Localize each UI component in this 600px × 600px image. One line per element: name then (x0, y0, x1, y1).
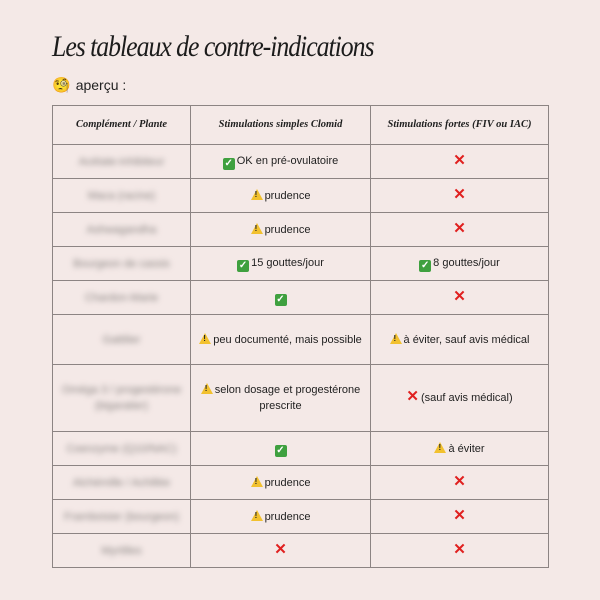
supplement-name-cell (53, 213, 191, 247)
cross-mark-icon: ✕ (453, 219, 466, 237)
table-row (53, 466, 549, 500)
supplement-name: Chardon-Marie (84, 291, 159, 304)
cross-mark-icon: ✕ (453, 151, 466, 169)
cell-text: à éviter, sauf avis médical (403, 333, 530, 346)
cross-mark-icon: ✕ (453, 540, 466, 558)
subtitle-text: aperçu : (75, 77, 127, 93)
supplement-name-cell (53, 432, 191, 466)
supplement-name-cell (53, 315, 191, 365)
strong-stimulation-cell (371, 315, 549, 365)
supplement-name: Maca (racine) (87, 189, 156, 202)
supplement-name: Acétate-inhibiteur (78, 155, 165, 168)
contraindications-table (52, 105, 549, 568)
cell-text: prudence (264, 189, 311, 202)
simple-stimulation-cell (191, 179, 371, 213)
cross-mark-icon: ✕ (453, 185, 466, 203)
strong-stimulation-cell (371, 281, 549, 315)
supplement-name: Gattilier (102, 333, 141, 346)
page-title: Les tableaux de contre-indications (52, 30, 374, 63)
warning-icon (251, 476, 263, 487)
strong-stimulation-cell (371, 466, 549, 500)
check-mark-icon: ✓ (224, 158, 233, 169)
warning-icon (434, 442, 446, 453)
cell-text: prudence (264, 476, 311, 489)
strong-stimulation-cell (371, 534, 549, 568)
supplement-name: Ashwagandha (86, 223, 157, 236)
cell-text: 8 gouttes/jour (433, 257, 500, 269)
strong-stimulation-cell (371, 247, 549, 281)
supplement-name-cell (53, 247, 191, 281)
strong-stimulation-cell (371, 213, 549, 247)
warning-icon (251, 510, 263, 521)
strong-stimulation-cell (371, 365, 549, 432)
supplement-name-cell (53, 500, 191, 534)
table-row (53, 500, 549, 534)
warning-icon (199, 333, 211, 344)
cell-text: OK en pré-ovulatoire (236, 155, 339, 167)
strong-stimulation-cell (371, 432, 549, 466)
simple-stimulation-cell (191, 432, 371, 466)
warning-icon (201, 383, 213, 394)
subtitle (52, 77, 126, 93)
supplement-name-cell (53, 145, 191, 179)
table-row (53, 315, 549, 365)
table-row (53, 247, 549, 281)
cell-text: prudence (264, 223, 311, 236)
check-mark-icon: ✓ (420, 260, 430, 271)
check-mark-icon: ✓ (238, 260, 248, 271)
strong-stimulation-cell (371, 179, 549, 213)
column-header-supplement: Complément / Plante (53, 106, 191, 145)
simple-stimulation-cell (191, 247, 371, 281)
column-header-simple-stimulation: Stimulations simples Clomid (191, 106, 371, 145)
supplement-name-cell (53, 365, 191, 432)
cross-mark-icon: ✕ (274, 540, 287, 558)
cross-mark-icon: ✕ (453, 287, 466, 305)
simple-stimulation-cell (191, 281, 371, 315)
supplement-name: Oméga 3 / progestérone (bigaratier) (61, 384, 182, 412)
simple-stimulation-cell (191, 315, 371, 365)
cross-mark-icon: ✕ (406, 388, 419, 405)
cell-text: 15 gouttes/jour (251, 257, 324, 269)
supplement-name: Myrtilles (101, 544, 142, 557)
check-mark-icon: ✓ (276, 294, 285, 305)
check-mark-icon: ✓ (276, 445, 285, 456)
simple-stimulation-cell (191, 466, 371, 500)
cell-text: (sauf avis médical) (420, 392, 513, 404)
cell-text: à éviter (448, 442, 485, 455)
supplement-name: Alchémille / Achillée (72, 476, 171, 489)
simple-stimulation-cell (191, 534, 371, 568)
cell-text: selon dosage et progestérone prescrite (214, 384, 361, 412)
table-row (53, 365, 549, 432)
supplement-name-cell (53, 179, 191, 213)
column-header-strong-stimulation: Stimulations fortes (FIV ou IAC) (371, 106, 549, 145)
supplement-name-cell (53, 281, 191, 315)
cross-mark-icon: ✕ (453, 506, 466, 524)
supplement-name: Bourgeon de cassis (73, 257, 170, 270)
table-row (53, 179, 549, 213)
table-row (53, 432, 549, 466)
table-body (53, 145, 549, 568)
warning-icon (251, 223, 263, 234)
simple-stimulation-cell (191, 213, 371, 247)
cell-text: peu documenté, mais possible (213, 333, 362, 346)
table-row (53, 213, 549, 247)
table-row (53, 145, 549, 179)
simple-stimulation-cell (191, 500, 371, 534)
supplement-name: Coenzyme (Q10/NAC) (66, 442, 177, 455)
warning-icon (390, 333, 402, 344)
supplement-name-cell (53, 534, 191, 568)
simple-stimulation-cell (191, 145, 371, 179)
strong-stimulation-cell (371, 500, 549, 534)
monocle-face-icon: 🧐 (52, 76, 71, 94)
table-row (53, 534, 549, 568)
supplement-name: Framboisier (bourgeon) (64, 510, 179, 523)
table-row (53, 281, 549, 315)
simple-stimulation-cell (191, 365, 371, 432)
cell-text: prudence (264, 510, 311, 523)
cross-mark-icon: ✕ (453, 472, 466, 490)
supplement-name-cell (53, 466, 191, 500)
warning-icon (251, 189, 263, 200)
strong-stimulation-cell (371, 145, 549, 179)
